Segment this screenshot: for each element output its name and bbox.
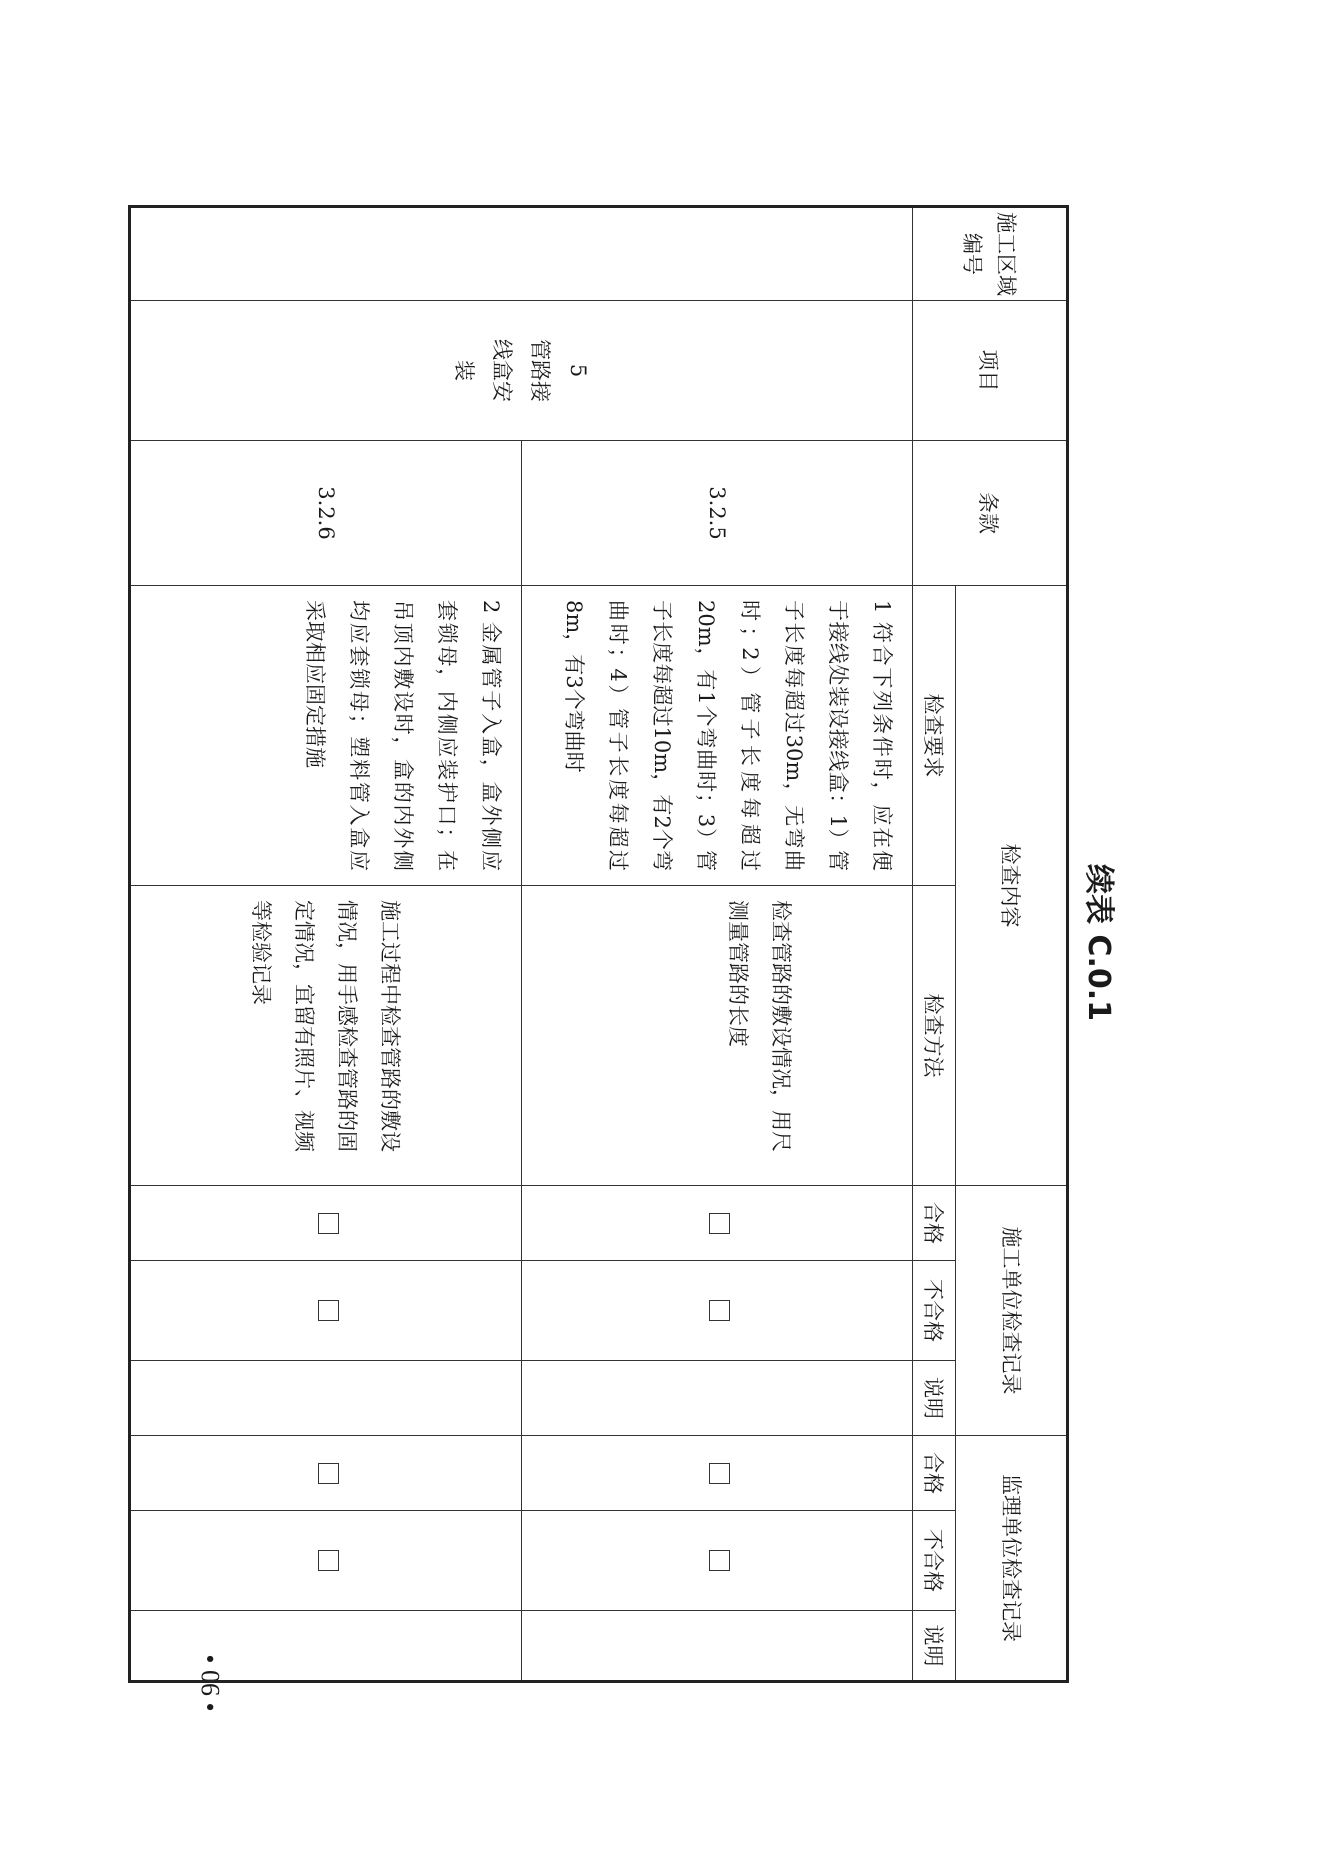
- construction-note-cell: [130, 1361, 522, 1436]
- method-cell: [522, 886, 913, 1186]
- project-number: 5: [566, 363, 591, 378]
- supervision-pass-cell: [130, 1436, 522, 1511]
- header-clause: 条款: [913, 441, 1068, 586]
- supervision-note-cell: [522, 1611, 913, 1682]
- construction-fail-cell: [522, 1261, 913, 1361]
- header-requirement: 检查要求: [913, 586, 956, 886]
- header-construction-note: 说明: [913, 1361, 956, 1436]
- header-construction-fail: 不合格: [913, 1261, 956, 1361]
- construction-fail-checkbox[interactable]: [318, 1300, 339, 1321]
- supervision-fail-checkbox[interactable]: [318, 1550, 339, 1571]
- construction-fail-checkbox[interactable]: [709, 1300, 730, 1321]
- construction-pass-cell: [130, 1186, 522, 1261]
- table-row: [522, 207, 913, 1682]
- construction-fail-cell: [130, 1261, 522, 1361]
- clause-cell: 3.2.6: [130, 441, 522, 586]
- header-supervision-note: 说明: [913, 1611, 956, 1682]
- supervision-fail-cell: [130, 1511, 522, 1611]
- requirement-cell: 2 金属管子入盒，盒外侧应套锁母，内侧应装护口；在吊顶内敷设时，盒的内外侧均应套锁母；塑料管入盒应采取相应固定措施: [130, 586, 522, 886]
- supervision-fail-cell: [522, 1511, 913, 1611]
- supervision-pass-checkbox[interactable]: [709, 1463, 730, 1484]
- header-area: 施工区域编号: [913, 207, 1068, 301]
- method-text: 检查管路的敷设情况，用尺测量管路的长度: [726, 900, 793, 1152]
- page-number: • 90 •: [196, 1654, 225, 1712]
- header-construction-pass: 合格: [913, 1186, 956, 1261]
- header-method: 检查方法: [913, 886, 956, 1186]
- header-supervision-record: 监理单位检查记录: [956, 1436, 1068, 1682]
- project-cell: [130, 301, 913, 441]
- clause-cell: 3.2.5: [522, 441, 913, 586]
- header-content: 检查内容: [956, 586, 1068, 1186]
- header-construction-record: 施工单位检查记录: [956, 1186, 1068, 1436]
- supervision-fail-checkbox[interactable]: [709, 1550, 730, 1571]
- page-title: 续表 C.0.1: [1081, 863, 1116, 1021]
- construction-pass-checkbox[interactable]: [709, 1213, 730, 1234]
- area-cell: [130, 207, 913, 301]
- header-supervision-fail: 不合格: [913, 1511, 956, 1611]
- construction-pass-checkbox[interactable]: [318, 1213, 339, 1234]
- supervision-pass-checkbox[interactable]: [318, 1463, 339, 1484]
- project-name: 管路接线盒安装: [452, 339, 553, 402]
- construction-pass-cell: [522, 1186, 913, 1261]
- header-project: 项目: [913, 301, 1068, 441]
- method-cell: [130, 886, 522, 1186]
- rotated-page: [222, 205, 1127, 1680]
- construction-note-cell: [522, 1361, 913, 1436]
- header-supervision-pass: 合格: [913, 1436, 956, 1511]
- inspection-table: [128, 205, 1069, 1683]
- supervision-note-cell: [130, 1611, 522, 1682]
- table-container: [128, 205, 1069, 1683]
- method-text: 施工过程中检查管路的敷设情况，用手感检查管路的固定情况，宜留有照片、视频等检验记录: [249, 900, 402, 1152]
- requirement-cell: 1 符合下列条件时，应在便于接线处装设接线盒：1）管子长度每超过30m，无弯曲时；2）管子长度每超过20m，有1个弯曲时；3）管子长度每超过10m，有2个弯曲时；4）管子长度每超过8m，有3个弯曲时: [522, 586, 913, 886]
- header-row-1: [956, 207, 1068, 1682]
- supervision-pass-cell: [522, 1436, 913, 1511]
